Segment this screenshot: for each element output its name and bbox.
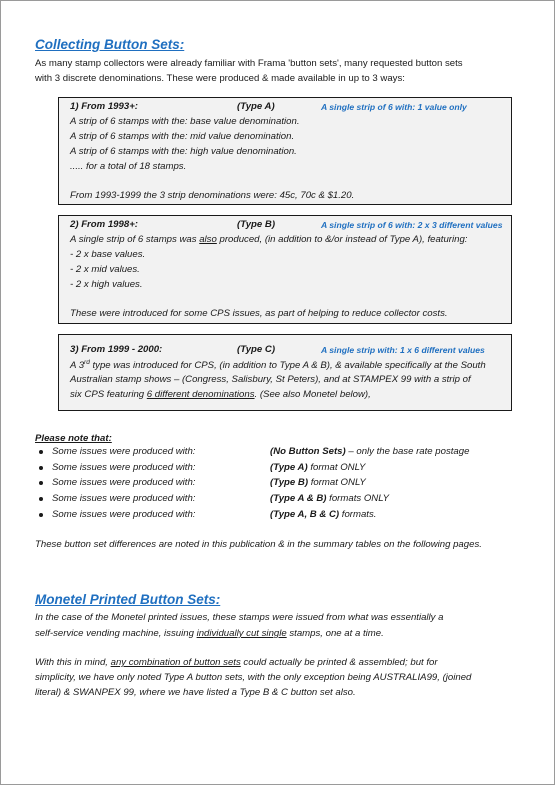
box-b-type: (Type B) bbox=[237, 219, 276, 230]
bullet-dot bbox=[39, 513, 43, 517]
box-b-line-1: A single strip of 6 stamps was also produced, (in addition to &/or instead of Type A), featuring: bbox=[70, 234, 468, 245]
note-item-2-left: Some issues were produced with: bbox=[52, 462, 196, 473]
type-a-box bbox=[58, 97, 512, 205]
box-a-line-1: A strip of 6 stamps with the: base value denomination. bbox=[70, 116, 300, 127]
note-item-3-left: Some issues were produced with: bbox=[52, 477, 196, 488]
box-a-line-4: ..... for a total of 18 stamps. bbox=[70, 161, 187, 172]
note-item-4-right: (Type A & B) formats ONLY bbox=[270, 493, 390, 504]
box-c-line-2: Australian stamp shows – (Congress, Salisbury, St Peters), and at STAMPEX 99 with a strip of bbox=[70, 374, 471, 385]
box-b-line-5: These were introduced for some CPS issues, as part of helping to reduce collector costs. bbox=[70, 308, 448, 319]
box-a-line-2: A strip of 6 stamps with the: mid value denomination. bbox=[70, 131, 295, 142]
box-c-desc: A single strip with: 1 x 6 different values bbox=[321, 345, 485, 355]
intro-line-2: with 3 discrete denominations. These were produced & made available in up to 3 ways: bbox=[35, 73, 405, 84]
type-c-box bbox=[58, 334, 512, 411]
monetel-p2-line-1: With this in mind, any combination of button sets could actually be printed & assembled; but for bbox=[35, 657, 438, 668]
box-b-heading: 2) From 1998+: bbox=[70, 219, 138, 230]
box-b-line-4: - 2 x high values. bbox=[70, 279, 143, 290]
bullet-dot bbox=[39, 450, 43, 454]
box-b-line-2: - 2 x base values. bbox=[70, 249, 146, 260]
box-c-line-1: A 3rd type was introduced for CPS, (in addition to Type A & B), & available specifically at the South bbox=[70, 359, 486, 372]
monetel-p2-line-2: simplicity, we have only noted Type A button sets, with the only exception being AUSTRALIA99, (joined bbox=[35, 672, 472, 683]
bullet-dot bbox=[39, 481, 43, 485]
monetel-p1-line-2: self-service vending machine, issuing individually cut single stamps, one at a time. bbox=[35, 628, 384, 639]
note-item-4-left: Some issues were produced with: bbox=[52, 493, 196, 504]
section-title-monetel: Monetel Printed Button Sets: bbox=[35, 592, 221, 607]
type-b-box bbox=[58, 215, 512, 324]
intro-line-1: As many stamp collectors were already familiar with Frama 'button sets', many requested button sets bbox=[35, 58, 463, 69]
section-title-collecting: Collecting Button Sets: bbox=[35, 37, 185, 52]
box-a-type: (Type A) bbox=[237, 101, 275, 112]
note-item-1-left: Some issues were produced with: bbox=[52, 446, 196, 457]
box-c-line-3: six CPS featuring 6 different denominations. (See also Monetel below), bbox=[70, 389, 371, 400]
note-footer: These button set differences are noted in this publication & in the summary tables on the following pages. bbox=[35, 539, 482, 550]
box-b-desc: A single strip of 6 with: 2 x 3 different values bbox=[321, 220, 503, 230]
box-a-line-3: A strip of 6 stamps with the: high value denomination. bbox=[70, 146, 297, 157]
bullet-dot bbox=[39, 466, 43, 470]
note-item-5-left: Some issues were produced with: bbox=[52, 509, 196, 520]
bullet-dot bbox=[39, 497, 43, 501]
box-b-line-3: - 2 x mid values. bbox=[70, 264, 140, 275]
box-a-desc: A single strip of 6 with: 1 value only bbox=[321, 102, 467, 112]
note-item-1-right: (No Button Sets) – only the base rate postage bbox=[270, 446, 470, 457]
note-heading: Please note that: bbox=[35, 433, 112, 444]
monetel-p1-line-1: In the case of the Monetel printed issues, these stamps were issued from what was essentially a bbox=[35, 612, 444, 623]
box-a-heading: 1) From 1993+: bbox=[70, 101, 138, 112]
note-item-3-right: (Type B) format ONLY bbox=[270, 477, 366, 488]
box-c-type: (Type C) bbox=[237, 344, 276, 355]
note-item-5-right: (Type A, B & C) formats. bbox=[270, 509, 377, 520]
monetel-p2-line-3: literal) & SWANPEX 99, where we have listed a Type B & C button set also. bbox=[35, 687, 356, 698]
box-c-heading: 3) From 1999 - 2000: bbox=[70, 344, 163, 355]
box-a-line-5: From 1993-1999 the 3 strip denominations were: 45c, 70c & $1.20. bbox=[70, 190, 355, 201]
note-item-2-right: (Type A) format ONLY bbox=[270, 462, 366, 473]
